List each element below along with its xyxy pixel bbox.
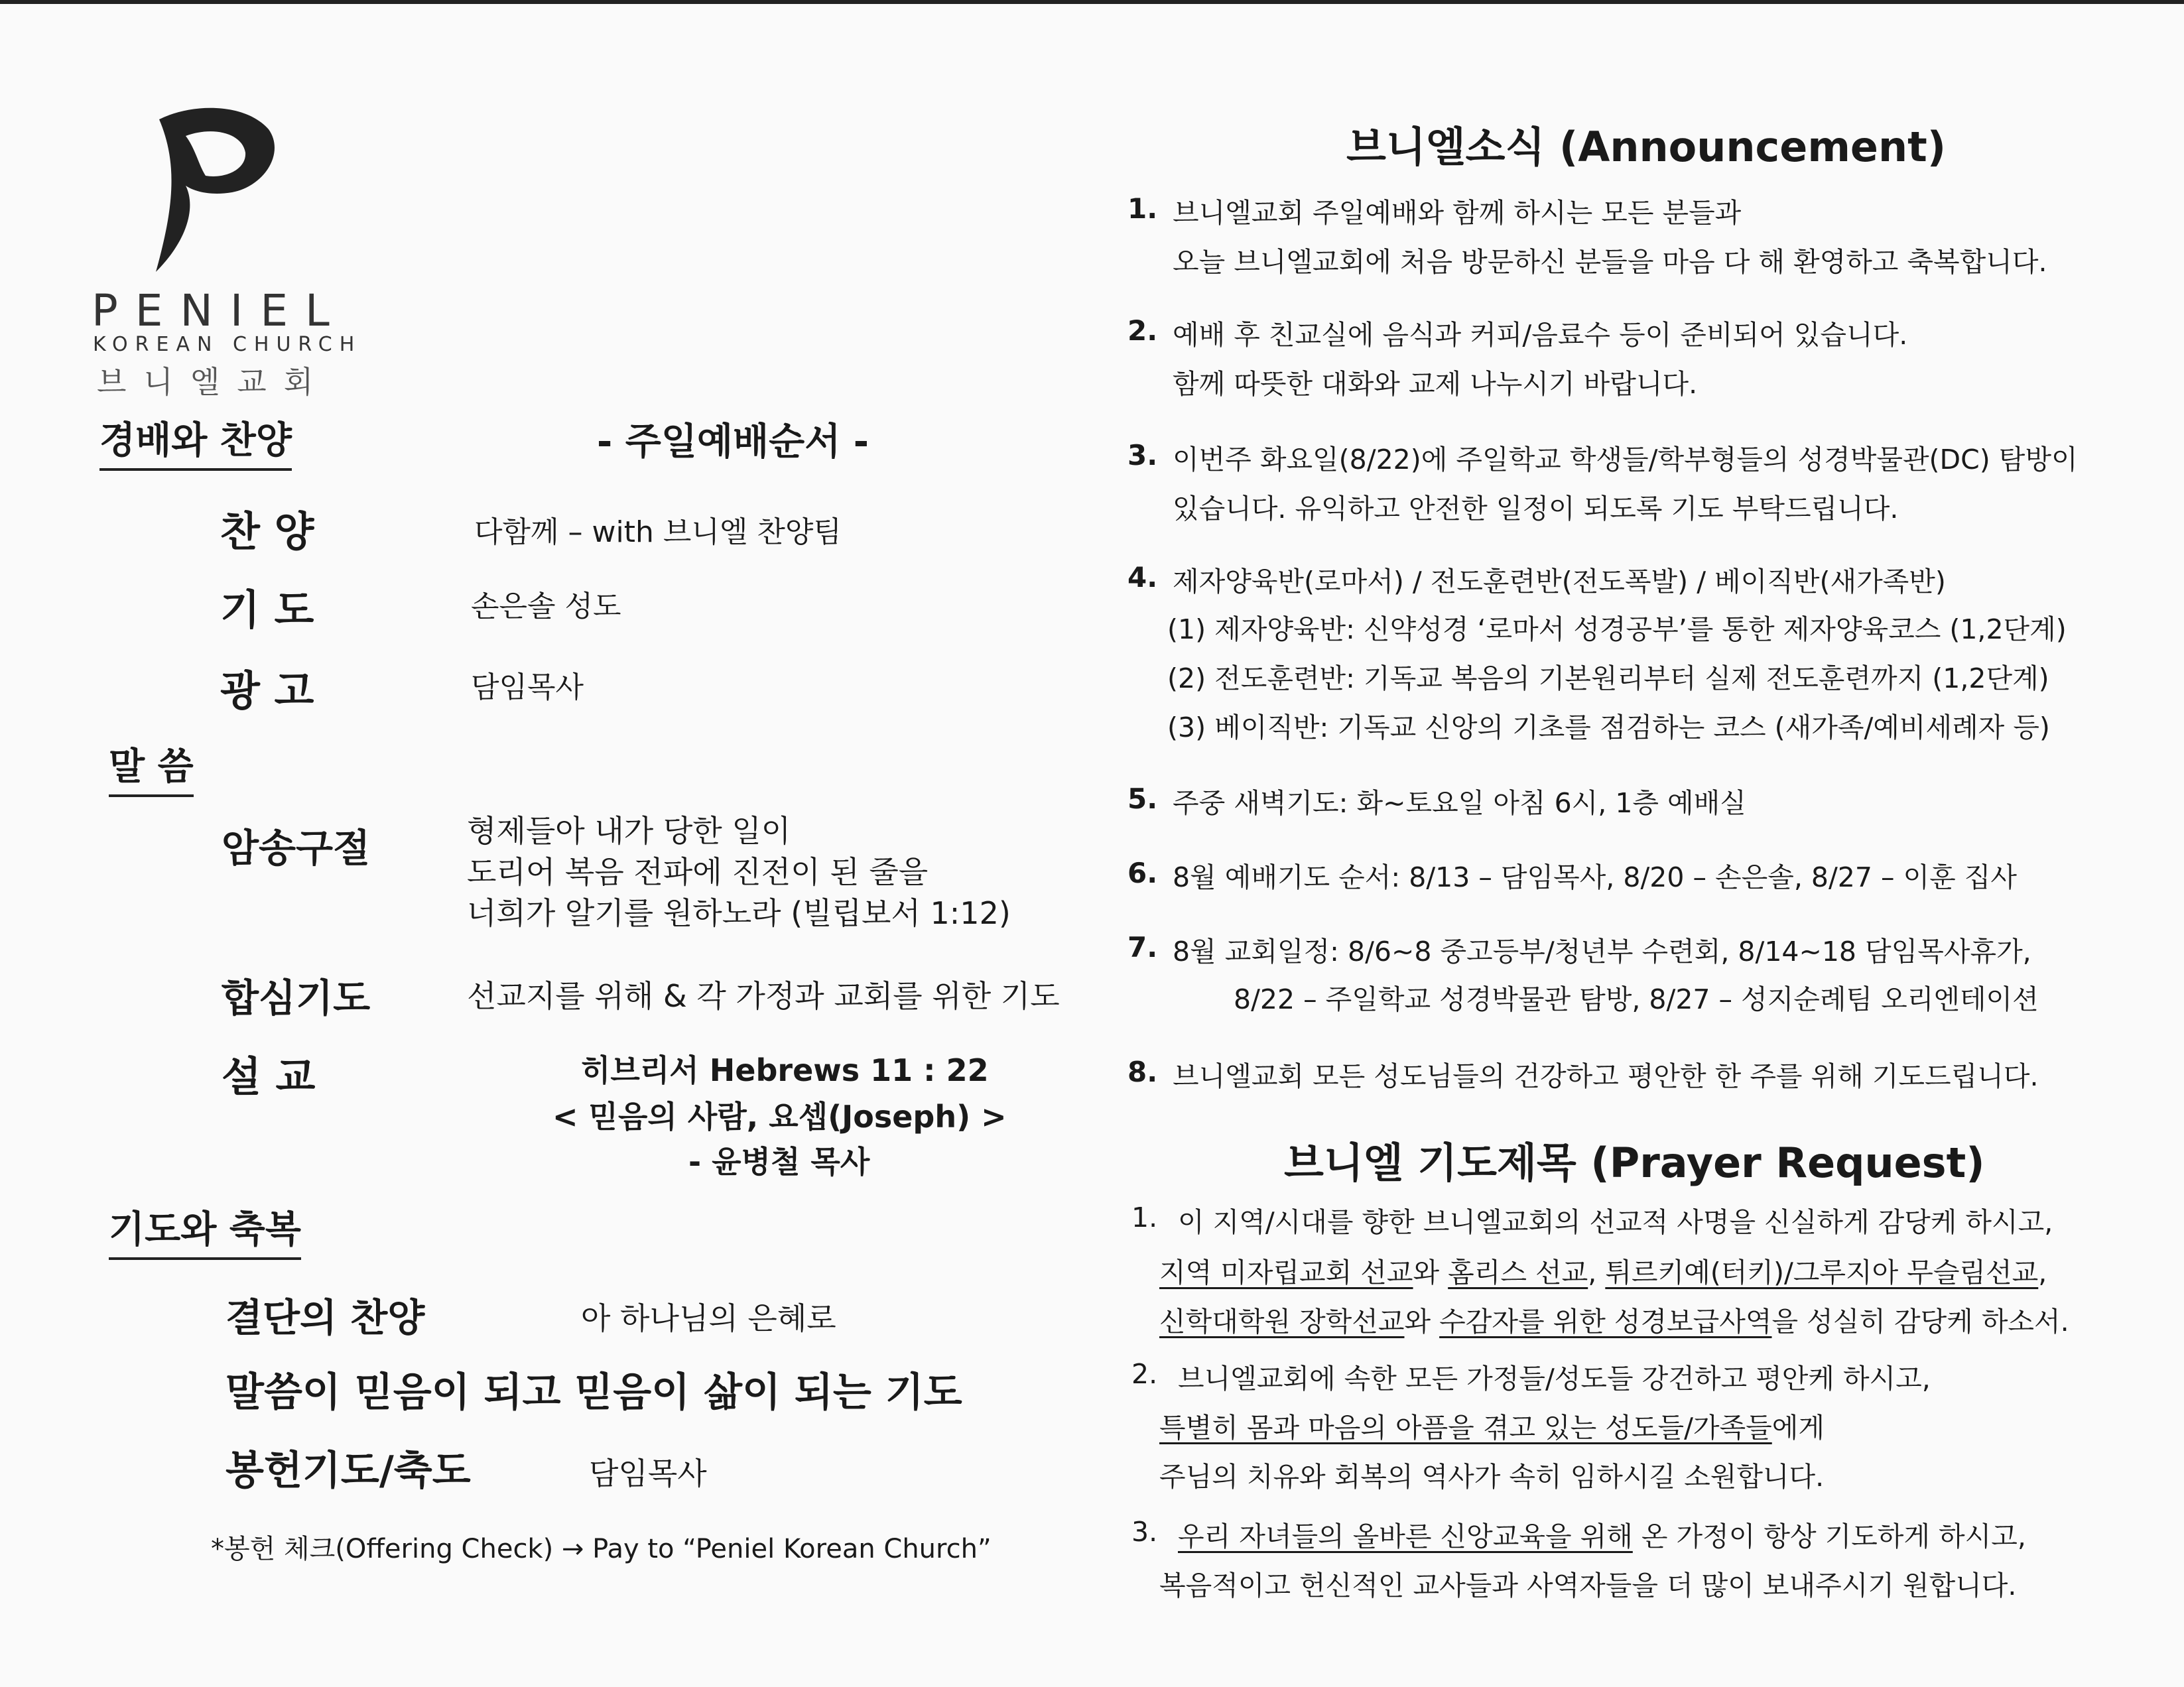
item-label-announce: 광 고 — [220, 666, 314, 715]
prayer-3-line-1: 우리 자녀들의 올바른 신앙교육을 위해 온 가정이 항상 기도하게 하시고, — [1178, 1521, 2026, 1552]
prayer-2-line-3: 주님의 치유와 회복의 역사가 속히 임하시길 소원합니다. — [1159, 1461, 1825, 1493]
section-heading-prayer-blessing: 기도와 축복 — [109, 1200, 301, 1260]
announcement-4-line-3: (2) 전도훈련반: 기독교 복음의 기본원리부터 실제 전도훈련까지 (1,2단계) — [1167, 662, 2049, 694]
peniel-logo-icon — [133, 106, 285, 279]
prayer-1-line-3: 신학대학원 장학선교와 수감자를 위한 성경보급사역을 성실히 감당케 하소서. — [1159, 1306, 2069, 1338]
announcement-4-line-1: 제자양육반(로마서) / 전도훈련반(전도폭발) / 베이직반(새가족반) — [1173, 566, 1946, 597]
announcement-num-1: 1. — [1127, 192, 1158, 225]
announcement-3-line-1: 이번주 화요일(8/22)에 주일학교 학생들/학부형들의 성경박물관(DC) 탐방이 — [1173, 444, 2078, 475]
prayer-request-title: 브니엘 기도제목 (Prayer Request) — [1284, 1139, 1985, 1187]
prayer-num-1: 1. — [1131, 1202, 1158, 1233]
prayer-1-line-2: 지역 미자립교회 선교와 홈리스 선교, 튀르키예(터키)/그루지아 무슬림선교, — [1159, 1257, 2047, 1288]
announcement-num-5: 5. — [1127, 782, 1158, 815]
announcement-1-line-2: 오늘 브니엘교회에 처음 방문하신 분들을 마음 다 해 환영하고 축복합니다. — [1173, 246, 2047, 278]
item-value-prayer: 손은솔 성도 — [471, 590, 621, 623]
order-title: - 주일예배순서 - — [597, 420, 869, 464]
section-heading-worship: 경배와 찬양 — [99, 411, 292, 471]
announcement-8-line-1: 브니엘교회 모든 성도님들의 건강하고 평안한 한 주를 위해 기도드립니다. — [1173, 1060, 2039, 1092]
announcement-7-line-2: 8/22 – 주일학교 성경박물관 탐방, 8/27 – 성지순례팀 오리엔테이션 — [1234, 983, 2039, 1015]
item-value-praise: 다함께 – with 브니엘 찬양팀 — [474, 515, 842, 549]
logo-name: PENIEL — [92, 285, 347, 336]
prayer-num-3: 3. — [1131, 1516, 1158, 1548]
announcement-6-line-1: 8월 예배기도 순서: 8/13 – 담임목사, 8/20 – 손은솔, 8/27 – 이훈 집사 — [1173, 861, 2017, 893]
announcement-2-line-2: 함께 따뜻한 대화와 교제 나누시기 바랍니다. — [1173, 368, 1698, 400]
sermon-preacher: - 윤병철 목사 — [688, 1144, 870, 1180]
announcement-num-8: 8. — [1127, 1056, 1158, 1088]
verse-line-2: 도리어 복음 전파에 진전이 된 줄을 — [467, 854, 929, 890]
section-heading-word: 말 씀 — [109, 737, 194, 797]
announcement-4-line-2: (1) 제자양육반: 신약성경 ‘로마서 성경공부’를 통한 제자양육코스 (1,2단계) — [1167, 613, 2067, 645]
closing-song-value: 아 하나님의 은혜로 — [581, 1300, 836, 1336]
prayer-2-line-2: 특별히 몸과 마음의 아픔을 겪고 있는 성도들/가족들에게 — [1159, 1412, 1825, 1444]
closing-prayer-line: 말씀이 믿음이 되고 믿음이 삶이 되는 기도 — [225, 1369, 962, 1416]
announcement-5-line-1: 주중 새벽기도: 화~토요일 아침 6시, 1층 예배실 — [1173, 787, 1746, 819]
offering-value: 담임목사 — [589, 1456, 707, 1491]
prayer-num-2: 2. — [1131, 1358, 1158, 1390]
announcement-1-line-1: 브니엘교회 주일예배와 함께 하시는 모든 분들과 — [1173, 197, 1742, 229]
sermon-title: < 믿음의 사람, 요셉(Joseph) > — [552, 1099, 1007, 1135]
offering-check-note: *봉헌 체크(Offering Check) → Pay to “Peniel Korean Church” — [211, 1534, 992, 1564]
unity-prayer-label: 합심기도 — [222, 975, 371, 1021]
prayer-1-line-1: 이 지역/시대를 향한 브니엘교회의 선교적 사명을 신실하게 감당케 하시고, — [1178, 1206, 2053, 1238]
item-value-announce: 담임목사 — [471, 670, 584, 704]
logo-korean: 브니엘교회 — [97, 364, 331, 400]
sermon-label: 설 교 — [222, 1052, 316, 1101]
item-label-praise: 찬 양 — [220, 507, 314, 556]
announcement-3-line-2: 있습니다. 유익하고 안전한 일정이 되도록 기도 부탁드립니다. — [1173, 493, 1899, 525]
closing-song-label: 결단의 찬양 — [225, 1295, 425, 1340]
verse-label: 암송구절 — [222, 826, 371, 871]
scan-edge-line — [0, 0, 2184, 4]
prayer-2-line-1: 브니엘교회에 속한 모든 가정들/성도들 강건하고 평안케 하시고, — [1178, 1363, 1931, 1395]
announcements-title: 브니엘소식 (Announcement) — [1346, 123, 1947, 171]
announcement-4-line-4: (3) 베이직반: 기독교 신앙의 기초를 점검하는 코스 (새가족/예비세례자 등) — [1167, 712, 2050, 743]
announcement-num-2: 2. — [1127, 314, 1158, 347]
sermon-scripture: 히브리서 Hebrews 11 : 22 — [581, 1052, 989, 1088]
announcement-num-3: 3. — [1127, 439, 1158, 471]
announcement-7-line-1: 8월 교회일정: 8/6~8 중고등부/청년부 수련회, 8/14~18 담임목사휴가, — [1173, 936, 2031, 968]
announcement-2-line-1: 예배 후 친교실에 음식과 커피/음료수 등이 준비되어 있습니다. — [1173, 319, 1908, 351]
item-label-prayer: 기 도 — [220, 586, 314, 634]
announcement-num-6: 6. — [1127, 857, 1158, 889]
verse-line-3: 너희가 알기를 원하노라 (빌립보서 1:12) — [467, 895, 1011, 931]
unity-prayer-value: 선교지를 위해 & 각 가정과 교회를 위한 기도 — [467, 978, 1060, 1014]
prayer-3-line-2: 복음적이고 헌신적인 교사들과 사역자들을 더 많이 보내주시기 원합니다. — [1159, 1570, 2017, 1601]
logo-subtitle: KOREAN CHURCH — [93, 333, 362, 356]
announcement-num-7: 7. — [1127, 931, 1158, 964]
verse-line-1: 형제들아 내가 당한 일이 — [467, 813, 791, 849]
announcement-num-4: 4. — [1127, 561, 1158, 594]
offering-label: 봉헌기도/축도 — [225, 1448, 471, 1494]
